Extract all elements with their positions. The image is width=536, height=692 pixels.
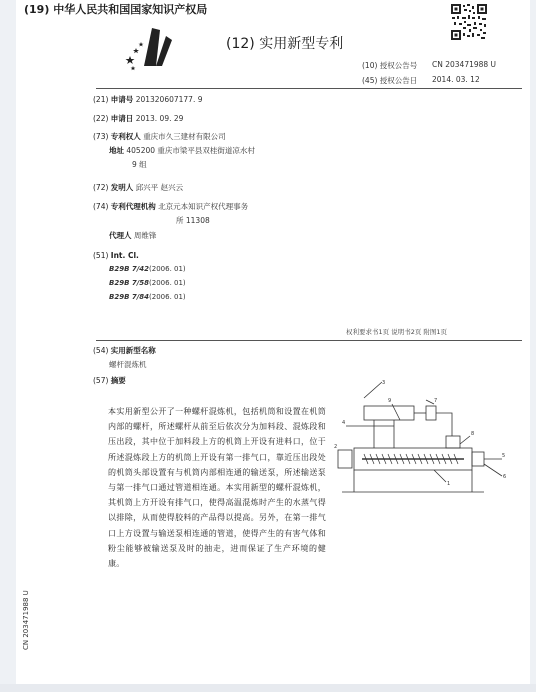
title-row: (54) 实用新型名称 (93, 346, 156, 355)
patent-page (16, 0, 530, 684)
drawing-label: 8 (471, 431, 475, 437)
drawing-label: 2 (334, 444, 338, 450)
drawing-label: 4 (342, 420, 346, 426)
drawing-label: 1 (447, 481, 451, 487)
agency-line2: 所 11308 (176, 216, 210, 225)
drawing-label: 5 (502, 453, 506, 459)
pub-date-label: (45) 授权公告日 (362, 76, 418, 85)
int-cl-row: (51) Int. Cl. (93, 251, 139, 260)
pub-no-label: (10) 授权公告号 (362, 61, 418, 70)
agency-row: (74) 专利代理机构 北京元本知识产权代理事务 (93, 202, 249, 211)
machine-drawing (334, 378, 524, 498)
document-type: (12) 实用新型专利 (226, 36, 344, 52)
drawing-label: 6 (503, 474, 507, 480)
address-row: 地址 405200 重庆市梁平县双桂街道凉水村 (109, 146, 255, 155)
app-date-row: (22) 申请日 2013. 09. 29 (93, 114, 184, 123)
abstract-heading: (57) 摘要 (93, 376, 126, 385)
app-no-row: (21) 申请号 201320607177. 9 (93, 95, 203, 104)
agent-row: 代理人 周维锋 (109, 231, 157, 240)
viewer-bottom-bar (0, 684, 536, 692)
pub-date: 2014. 03. 12 (432, 75, 480, 84)
abstract-text: 本实用新型公开了一种螺杆混炼机，包括机筒和设置在机筒内部的螺杆，所述螺杆从前至后依次分为加料段、混炼段和压出段，其中位于加料段上方的机筒上开设有进料口，位于所述混炼段上方的机筒上开设有第一排气口，靠近压出段处的机筒头部设置有与机筒内部相连通的输送泵，所述输送泵与第一排气口通过管道相连通。本实用新型的螺杆混炼机，其机筒上方开设有排气口，使得高温混炼时产生的水蒸气得以排除，从而使得胶料的产品得以提高。另外，在第一排气口上方设置与输送泵相连通的管道，使得产生的有害气体和粉尘能够被输送泵及时的抽走，进而保证了生产环境的健康。 (108, 407, 326, 569)
cnipa-logo-icon (122, 22, 174, 72)
pub-no: CN 203471988 U (432, 60, 497, 69)
ipc-item: B29B 7/58(2006. 01) (109, 279, 186, 287)
drawing-label: 3 (382, 380, 386, 386)
biblio-divider (96, 340, 522, 341)
ipc-item: B29B 7/84(2006. 01) (109, 293, 186, 301)
pages-info: 权利要求书1页 说明书2页 附图1页 (346, 328, 448, 336)
drawing-label: 7 (434, 398, 438, 404)
office-header: (19) 中华人民共和国国家知识产权局 (24, 3, 208, 16)
side-pub-number: CN 203471988 U (22, 590, 30, 650)
drawing-label: 9 (388, 398, 392, 404)
utility-model-title: 螺杆混炼机 (109, 360, 147, 369)
ipc-item: B29B 7/42(2006. 01) (109, 265, 186, 273)
address-line2: 9 组 (132, 160, 147, 169)
patentee-row: (73) 专利权人 重庆市久三建材有限公司 (93, 132, 226, 141)
inventor-row: (72) 发明人 邱兴平 赵兴云 (93, 183, 184, 192)
qr-code-icon (450, 3, 488, 41)
header-divider (96, 88, 522, 89)
